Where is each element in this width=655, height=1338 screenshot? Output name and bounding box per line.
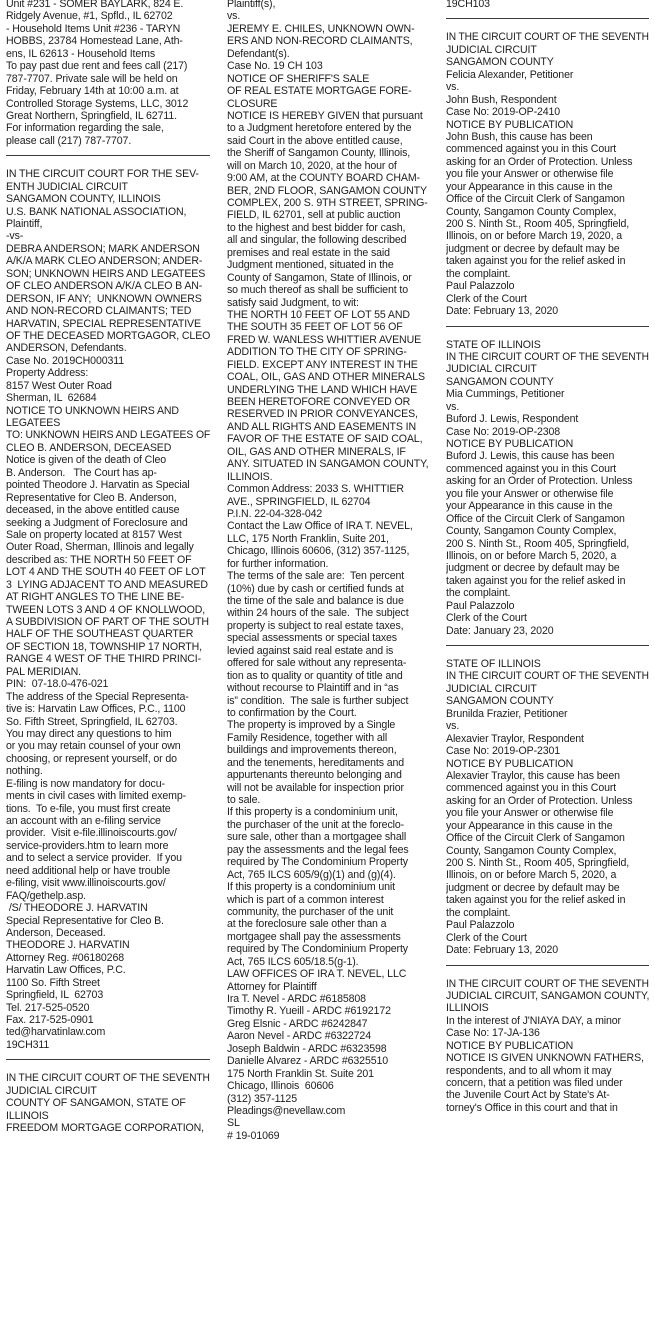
notice-text-line: E-filing is now mandatory for docu- (6, 777, 165, 790)
notice-text-line: OF REAL ESTATE MORTGAGE FORE- (227, 85, 412, 98)
notice-text-line: NOTICE BY PUBLICATION (446, 1039, 574, 1052)
notice-text-line: ADDITION TO THE CITY OF SPRING- (227, 346, 407, 359)
notice-text-line: BER, 2ND FLOOR, SANGAMON COUNTY (227, 184, 427, 197)
notice-text-line: pointed Theodore J. Harvatin as Special (6, 479, 190, 492)
notice-text-line: Greg Elsnic - ARDC #6242847 (227, 1017, 368, 1030)
notice-text-line: to a Judgment heretofore entered by the (227, 122, 412, 135)
notice-text-line: -vs- (6, 230, 24, 243)
notice-text-line: you file your Answer or otherwise file (446, 807, 614, 820)
notice-text-line: the complaint. (446, 267, 511, 280)
notice-text-line: property is subject to real estate taxes, (227, 619, 404, 632)
notice-text-line: RESERVED IN PRIOR CONVEYANCES, (227, 408, 418, 421)
notice-text-line: COAL, OIL, GAS AND OTHER MINERALS (227, 371, 425, 384)
notice-text-line: you file your Answer or otherwise file (446, 168, 614, 181)
notice-text-line: LEGATEES (6, 417, 61, 429)
notice-text-line: Outer Road, Sherman, Illinois and legally (6, 541, 194, 554)
notice-text-line: please call (217) 787-7707. (6, 134, 132, 147)
notice-text-line: respondents, and to all whom it may (446, 1064, 612, 1077)
notice-text-line: Case No: 17-JA-136 (446, 1027, 540, 1040)
notice-text-line: IN THE CIRCUIT COURT OF THE SEVENTH (446, 670, 649, 683)
notice-text-line: commenced against you in this Court (446, 143, 617, 156)
notice-text-line: nothing. (6, 765, 43, 778)
notice-text-line: Brunilda Frazier, Petitioner (446, 707, 568, 720)
notice-text-line: LLC, 175 North Franklin, Suite 201, (227, 532, 389, 545)
notice-text-line: B. Anderson. The Court has ap- (6, 466, 157, 479)
notice-text-line: described as: THE NORTH 50 FEET OF (6, 553, 192, 566)
notice-text-line: John Bush, Respondent (446, 93, 557, 106)
column-2 (227, 0, 429, 1338)
legal-notice (6, 0, 210, 156)
notice-text-line: the time of the sale and balance is due (227, 595, 404, 607)
notice-text-line: LAW OFFICES OF IRA T. NEVEL, LLC (227, 968, 407, 981)
notice-text-line: Illinois, on or before March 5, 2020, a (446, 869, 617, 882)
notice-text-line: Joseph Baldwin - ARDC #6323598 (227, 1042, 387, 1055)
notice-text-line: Fax. 217-525-0901 (6, 1014, 94, 1026)
notice-text-line: the Sheriff of Sangamon County, Illinois, (227, 147, 411, 160)
notice-text-line: Paul Palazzolo (446, 599, 515, 612)
notice-text-line: Timothy R. Yueill - ARDC #6192172 (227, 1005, 391, 1018)
notice-text-line: ILLINOIS (6, 1109, 49, 1122)
notice-text-line: your Appearance in this cause in the (446, 500, 613, 513)
notice-text-line: IN THE CIRCUIT COURT FOR THE SEV- (6, 168, 199, 181)
notice-text-line: County, Sangamon County Complex, (446, 844, 617, 857)
notice-text-line: In the interest of J'NIAYA DAY, a minor (446, 1014, 621, 1027)
notice-text-line: 3 LYING ADJACENT TO AND MEASURED (6, 578, 208, 591)
notice-text-line: the complaint. (446, 906, 511, 919)
notice-text-line: (312) 357-1125 (227, 1092, 297, 1105)
legal-notice (446, 978, 649, 1123)
notice-text-line: e-filing, visit www.illinoiscourts.gov/ (6, 877, 166, 890)
notice-text-line: required by The Condominium Property (227, 856, 408, 869)
notice-text-line: TWEEN LOTS 3 AND 4 OF KNOLLWOOD, (6, 603, 206, 616)
notice-text-line: ILLINOIS. (227, 470, 273, 483)
notice-text-line: AVE., SPRINGFIELD, IL 62704 (227, 495, 371, 508)
notice-text-line: 175 North Franklin St. Suite 201 (227, 1067, 374, 1080)
notice-text-line: ted@harvatinlaw.com (6, 1026, 106, 1039)
notice-text-line: NOTICE BY PUBLICATION (446, 757, 574, 770)
notice-text-line: UNDERLYING THE LAND WHICH HAVE (227, 383, 418, 396)
notice-text-line: Buford J. Lewis, Respondent (446, 413, 579, 426)
notice-text-line: Act, 765 ILCS 605/9(g)(1) and (g)(4). (227, 868, 396, 881)
notice-text-line: seeking a Judgment of Foreclosure and (6, 516, 188, 529)
notice-text-line: Chicago, Illinois 60606, (312) 357-1125, (227, 545, 410, 558)
notice-text-line: and to select a service provider. If you (6, 852, 182, 865)
notice-text-line: concern, that a petition was filed under (446, 1077, 623, 1089)
notice-text-line: Office of the Circuit Clerk of Sangamon (446, 832, 625, 845)
notice-text-line: Alexavier Traylor, Respondent (446, 732, 584, 745)
notice-text-line: Clerk of the Court (446, 292, 527, 305)
notice-text-line: The terms of the sale are: Ten percent (227, 570, 405, 583)
legal-notice (446, 658, 649, 966)
notice-text-line: 200 S. Ninth St., Room 405, Springfield, (446, 537, 630, 550)
notice-text-line: Case No: 2019-OP-2301 (446, 745, 561, 758)
notice-text-line: The address of the Special Representa- (6, 690, 189, 703)
notice-text-line: your Appearance in this cause in the (446, 180, 613, 193)
notice-text-line: satisfy said Judgment, to wit: (227, 296, 359, 309)
notice-text-line: 19CH103 (446, 0, 490, 10)
notice-text-line: OF THE DECEASED MORTGAGOR, CLEO (6, 329, 210, 342)
notice-text-line: Plaintiff(s), (227, 0, 276, 10)
notice-text-line: County, Sangamon County Complex, (446, 205, 617, 218)
notice-text-line: will on March 10, 2020, at the hour of (227, 159, 397, 172)
notice-text-line: NOTICE TO UNKNOWN HEIRS AND (6, 404, 179, 417)
notice-text-line: Springfield, IL 62703 (6, 989, 104, 1002)
notice-text-line: Ira T. Nevel - ARDC #6185808 (227, 993, 366, 1005)
notice-text-line: Date: January 23, 2020 (446, 624, 554, 637)
notice-text-line: Harvatin Law Offices, P.C. (6, 964, 126, 977)
notice-text-line: tion as to quality or quantity of title and (227, 669, 403, 682)
notice-text-line: within 24 hours of the sale. The subject (227, 607, 409, 620)
notice-text-line: - Household Items Unit #236 - TARYN (6, 22, 181, 35)
notice-text-line: community, the purchaser of the unit (227, 905, 394, 918)
notice-text-line: 787-7707. Private sale will be held on (6, 72, 178, 85)
notice-text-line: Paul Palazzolo (446, 919, 515, 932)
notice-text-line: taken against you for the relief asked in (446, 894, 626, 907)
notice-text-line: Aaron Nevel - ARDC #6322724 (227, 1030, 371, 1043)
notice-text-line: CLEO B. ANDERSON, DECEASED (6, 441, 172, 454)
notice-text-line: Attorney Reg. #06180268 (6, 951, 124, 964)
notice-text-line: vs. (446, 720, 460, 733)
notice-text-line: choosing, or represent yourself, or do (6, 752, 177, 765)
notice-text-line: asking for an Order of Protection. Unless (446, 794, 633, 807)
notice-text-line: deceased, in the above entitled cause (6, 504, 180, 517)
notice-text-line: asking for an Order of Protection. Unless (446, 155, 633, 168)
notice-text-line: 200 S. Ninth St., Room 405, Springfield, (446, 218, 630, 230)
notice-text-line: Common Address: 2033 S. WHITTIER (227, 483, 404, 496)
notice-text-line: JUDICIAL CIRCUIT (446, 682, 537, 695)
notice-text-line: (10%) due by cash or certified funds at (227, 582, 404, 595)
notice-text-line: judgment or decree by default may be (446, 562, 620, 575)
notice-text-line: PIN: 07-18.0-476-021 (6, 678, 109, 691)
notice-text-line: commenced against you in this Court (446, 782, 617, 795)
notice-text-line: Sherman, IL 62684 (6, 392, 97, 405)
notice-text-line: BEEN HERETOFORE CONVEYED OR (227, 396, 411, 408)
notice-text-line: JEREMY E. CHILES, UNKNOWN OWN- (227, 22, 415, 35)
notice-text-line: AND NON-RECORD CLAIMANTS; TED (6, 305, 192, 318)
notice-text-line: ens, IL 62613 - Household Items (6, 47, 155, 60)
notice-text-line: 19CH311 (6, 1038, 50, 1051)
notice-text-line: Act, 765 ILCS 605/18.5(g-1). (227, 955, 359, 968)
notice-text-line: Tel. 217-525-0520 (6, 1001, 90, 1014)
notice-text-line: Buford J. Lewis, this cause has been (446, 450, 615, 463)
notice-text-line: If this property is a condominium unit (227, 881, 395, 894)
notice-text-line: an account with an e-filing service (6, 815, 161, 827)
notice-text-line: Contact the Law Office of IRA T. NEVEL, (227, 520, 413, 533)
notice-text-line: THE SOUTH 35 FEET OF LOT 56 OF (227, 321, 403, 334)
notice-text-line: NOTICE IS GIVEN UNKNOWN FATHERS, (446, 1052, 644, 1065)
notice-text-line: AT RIGHT ANGLES TO THE LINE BE- (6, 591, 185, 604)
notice-text-line: DERSON, IF ANY; UNKNOWN OWNERS (6, 292, 202, 305)
notice-text-line: STATE OF ILLINOIS (446, 338, 541, 351)
notice-text-line: Mia Cummings, Petitioner (446, 388, 565, 401)
notice-text-line: FIELD, IL 62701, sell at public auction (227, 209, 401, 222)
notice-text-line: SANGAMON COUNTY (446, 375, 554, 388)
notice-text-line: Family Residence, together with all (227, 731, 388, 744)
notice-text-line: levied against said real estate and is (227, 644, 394, 657)
notice-text-line: special assessments or special taxes (227, 632, 397, 645)
notice-text-line: ENTH JUDICIAL CIRCUIT (6, 180, 128, 193)
notice-text-line: U.S. BANK NATIONAL ASSOCIATION, (6, 205, 187, 218)
notice-text-line: Unit #231 - SOMER BAYLARK, 824 E. (6, 0, 184, 10)
notice-text-line: JUDICIAL CIRCUIT, SANGAMON COUNTY, (446, 989, 649, 1002)
notice-text-line: Date: February 13, 2020 (446, 944, 559, 957)
notice-text-line: NOTICE BY PUBLICATION (446, 438, 574, 450)
notice-text-line: You may direct any questions to him (6, 727, 172, 740)
notice-text-line: is” condition. The sale is further subject (227, 694, 409, 707)
notice-text-line: Chicago, Illinois 60606 (227, 1080, 334, 1093)
notice-text-line: tions. To e-file, you must first create (6, 802, 171, 815)
legal-notice (6, 168, 210, 1060)
notice-text-line: judgment or decree by default may be (446, 881, 620, 894)
notice-text-line: without recourse to Plaintiff and in “as (227, 682, 399, 695)
notice-text-line: The property is improved by a Single (227, 719, 396, 732)
notice-text-line: P.I.N. 22-04-328-042 (227, 507, 323, 520)
notice-text-line: PAL MERIDIAN. (6, 665, 81, 678)
notice-text-line: Judgment mentioned, situated in the (227, 259, 394, 272)
notice-text-line: NOTICE IS HEREBY GIVEN that pursuant (227, 109, 423, 122)
notice-text-line: said Court in the above entitled cause, (227, 134, 403, 147)
notice-text-line: If this property is a condominium unit, (227, 806, 398, 819)
notice-text-line: vs. (446, 81, 460, 94)
notice-text-line: the purchaser of the unit at the foreclo- (227, 818, 405, 831)
notice-text-line: Clerk of the Court (446, 612, 527, 625)
notice-text-line: taken against you for the relief asked in (446, 255, 626, 268)
notice-text-line: tive is: Harvatin Law Offices, P.C., 1100 (6, 703, 186, 716)
notice-text-line: NOTICE OF SHERIFF'S SALE (227, 72, 370, 85)
notice-text-line: A/K/A MARK CLEO ANDERSON; ANDER- (6, 255, 203, 268)
notice-text-line: all and singular, the following described (227, 234, 407, 247)
notice-text-line: /S/ THEODORE J. HARVATIN (6, 902, 148, 915)
notice-text-line: OF CLEO ANDERSON A/K/A CLEO B AN- (6, 280, 203, 293)
notice-text-line: SANGAMON COUNTY (446, 56, 554, 69)
legal-notice (6, 1072, 210, 1142)
notice-text-line: IN THE CIRCUIT COURT OF THE SEVENTH (6, 1072, 210, 1085)
notice-text-line: the complaint. (446, 587, 511, 600)
notice-text-line: Plaintiff, (6, 218, 43, 230)
notice-text-line: Case No: 2019-OP-2410 (446, 106, 561, 119)
notice-text-line: appurtenants thereunto belonging and (227, 769, 402, 782)
notice-text-line: Sale on property located at 8157 West (6, 528, 182, 541)
notice-text-line: commenced against you in this Court (446, 462, 617, 475)
notice-text-line: or you may retain counsel of your own (6, 740, 181, 753)
notice-text-line: Date: February 13, 2020 (446, 305, 559, 318)
notice-text-line: vs. (227, 10, 241, 23)
notice-text-line: Clerk of the Court (446, 931, 527, 944)
notice-text-line: provider. Visit e-file.illinoiscourts.gov/ (6, 827, 177, 840)
notice-text-line: Ridgely Avenue, #1, Spfld., IL 62702 (6, 10, 173, 23)
notice-text-line: and the tenements, hereditaments and (227, 756, 405, 769)
notice-text-line: IN THE CIRCUIT COURT OF THE SEVENTH (446, 977, 649, 990)
notice-text-line: Controlled Storage Systems, LLC, 3012 (6, 97, 189, 110)
notice-text-line: to confirmation by the Court. (227, 706, 357, 719)
notice-text-line: ERS AND NON-RECORD CLAIMANTS, (227, 35, 413, 48)
notice-text-line: required by The Condominium Property (227, 943, 408, 956)
notice-text-line: Alexavier Traylor, this cause has been (446, 769, 620, 782)
notice-text-line: So. Fifth Street, Springfield, IL 62703. (6, 715, 178, 728)
notice-text-line: to sale. (227, 794, 261, 806)
notice-text-line: Special Representative for Cleo B. (6, 914, 164, 927)
notice-text-line: the Juvenile Court Act by State's At- (446, 1089, 610, 1102)
notice-text-line: John Bush, this cause has been (446, 130, 593, 143)
legal-notice (446, 31, 649, 326)
notice-text-line: FIELD. EXCEPT ANY INTEREST IN THE (227, 358, 418, 371)
notice-text-line: taken against you for the relief asked in (446, 574, 626, 587)
notice-text-line: FREEDOM MORTGAGE CORPORATION, (6, 1122, 205, 1135)
notice-text-line: FRED W. WANLESS WHITTIER AVENUE (227, 333, 422, 346)
notice-text-line: ANY. SITUATED IN SANGAMON COUNTY, (227, 458, 429, 471)
notice-text-line: 9:00 AM, at the COUNTY BOARD CHAM- (227, 172, 420, 185)
notice-text-line: OIL, GAS AND OTHER MINERALS, IF (227, 445, 406, 458)
notice-text-line: HOBBS, 23784 Homestead Lane, Ath- (6, 35, 183, 48)
notice-text-line: Case No. 2019CH000311 (6, 354, 125, 367)
notice-text-line: COUNTY OF SANGAMON, STATE OF (6, 1097, 186, 1110)
notice-text-line: buildings and improvements thereon, (227, 744, 397, 757)
notice-text-line: Representative for Cleo B. Anderson, (6, 491, 177, 504)
notice-text-line: County, Sangamon County Complex, (446, 525, 617, 538)
notice-text-line: Friday, February 14th at 10:00 a.m. at (6, 85, 179, 98)
notice-text-line: THE NORTH 10 FEET OF LOT 55 AND (227, 308, 410, 321)
notice-text-line: SANGAMON COUNTY (446, 695, 554, 708)
notice-text-line: IN THE CIRCUIT COURT OF THE SEVENTH (446, 350, 649, 363)
notice-text-line: THEODORE J. HARVATIN (6, 939, 130, 952)
notice-text-line: your Appearance in this cause in the (446, 819, 613, 832)
notice-text-line: need additional help or have trouble (6, 864, 171, 877)
notice-text-line: mortgagee shall pay the assessments (227, 930, 401, 943)
notice-text-line: County of Sangamon, State of Illinois, or (227, 271, 412, 284)
notice-text-line: offered for sale without any representa- (227, 657, 407, 670)
notice-text-line: SL (227, 1117, 240, 1130)
notice-text-line: Case No: 2019-OP-2308 (446, 425, 561, 438)
notice-text-line: Great Northern, Springfield, IL 62711. (6, 109, 177, 122)
notice-text-line: NOTICE BY PUBLICATION (446, 118, 574, 131)
notice-text-line: FAQ/gethelp.asp. (6, 889, 86, 902)
notice-text-line: sure sale, other than a mortgagee shall (227, 831, 407, 844)
notice-text-line: premises and real estate in the said (227, 246, 390, 259)
notice-text-line: 200 S. Ninth St., Room 405, Springfield, (446, 857, 630, 869)
notice-text-line: A SUBDIVISION OF PART OF THE SOUTH (6, 616, 209, 628)
notice-text-line: ments in civil cases with limited exemp- (6, 790, 187, 803)
notice-text-line: LOT 4 AND THE SOUTH 40 FEET OF LOT (6, 566, 206, 579)
notice-text-line: judgment or decree by default may be (446, 242, 620, 255)
notice-text-line: Property Address: (6, 367, 89, 380)
notice-text-line: pay the assessments and the legal fees (227, 843, 409, 856)
notice-text-line: for further information. (227, 557, 329, 570)
notice-text-line: SANGAMON COUNTY, ILLINOIS (6, 193, 161, 206)
notice-text-line: service-providers.htm to learn more (6, 839, 169, 852)
notice-text-line: HARVATIN, SPECIAL REPRESENTATIVE (6, 317, 201, 330)
notice-text-line: torney's Office in this court and that in (446, 1101, 618, 1114)
notice-text-line: STATE OF ILLINOIS (446, 658, 541, 670)
notice-text-line: OF SECTION 18, TOWNSHIP 17 NORTH, (6, 640, 202, 653)
notice-text-line: Felicia Alexander, Petitioner (446, 68, 574, 81)
notice-text-line: TO: UNKNOWN HEIRS AND LEGATEES OF (6, 429, 210, 442)
notice-text-line: 1100 So. Fifth Street (6, 976, 100, 989)
notice-text-line: HALF OF THE SOUTHEAST QUARTER (6, 628, 194, 641)
notice-text-line: Illinois, on or before March 19, 2020, a (446, 230, 622, 243)
notice-text-line: you file your Answer or otherwise file (446, 487, 614, 500)
notice-text-line: ILLINOIS (446, 1002, 489, 1015)
legal-notice (446, 339, 649, 647)
notice-text-line: to the highest and best bidder for cash, (227, 221, 406, 234)
notice-text-line: JUDICIAL CIRCUIT (446, 363, 537, 376)
notice-text-line: ANDERSON, Defendants. (6, 342, 127, 355)
notice-text-line: Office of the Circuit Clerk of Sangamon (446, 512, 625, 525)
notice-text-line: Case No. 19 CH 103 (227, 60, 323, 73)
notice-text-line: Illinois, on or before March 5, 2020, a (446, 549, 617, 562)
notice-text-line: at the foreclosure sale other than a (227, 918, 387, 931)
notice-text-line: which is part of a common interest (227, 893, 384, 906)
notice-text-line: vs. (446, 400, 460, 413)
notice-text-line: COMPLEX, 200 S. 9TH STREET, SPRING- (227, 197, 428, 209)
notice-text-line: # 19-01069 (227, 1129, 280, 1142)
notice-text-line: CLOSURE (227, 97, 278, 110)
notice-text-line: SON; UNKNOWN HEIRS AND LEGATEES (6, 267, 206, 280)
notice-text-line: Paul Palazzolo (446, 280, 515, 293)
notice-text-line: will not be available for inspection prior (227, 781, 404, 794)
notice-text-line: Pleadings@nevellaw.com (227, 1104, 346, 1117)
notice-text-line: so much thereof as shall be sufficient to (227, 284, 408, 297)
notice-text-line: To pay past due rent and fees call (217) (6, 60, 188, 73)
notice-text-line: Danielle Alvarez - ARDC #6325510 (227, 1055, 389, 1068)
notice-text-line: DEBRA ANDERSON; MARK ANDERSON (6, 242, 200, 255)
notice-text-line: 8157 West Outer Road (6, 379, 112, 392)
column-3 (446, 0, 649, 1338)
legal-notice (446, 0, 649, 19)
notice-text-line: Defendant(s). (227, 47, 290, 60)
notice-text-line: Notice is given of the death of Cleo (6, 454, 166, 467)
notice-text-line: Office of the Circuit Clerk of Sangamon (446, 193, 625, 206)
notice-text-line: Attorney for Plaintiff (227, 980, 317, 993)
notice-text-line: RANGE 4 WEST OF THE THIRD PRINCI- (6, 653, 201, 666)
notice-text-line: JUDICIAL CIRCUIT (6, 1084, 97, 1097)
column-1 (6, 0, 210, 1338)
notice-text-line: IN THE CIRCUIT COURT OF THE SEVENTH (446, 31, 649, 44)
notice-text-line: Anderson, Deceased. (6, 926, 106, 939)
notice-text-line: JUDICIAL CIRCUIT (446, 43, 537, 56)
notice-text-line: For information regarding the sale, (6, 122, 164, 135)
notice-text-line: AND ALL RIGHTS AND EASEMENTS IN (227, 420, 416, 433)
notice-text-line: FAVOR OF THE ESTATE OF SAID COAL, (227, 433, 423, 446)
notice-text-line: asking for an Order of Protection. Unless (446, 475, 633, 488)
legal-notice (227, 0, 429, 1150)
